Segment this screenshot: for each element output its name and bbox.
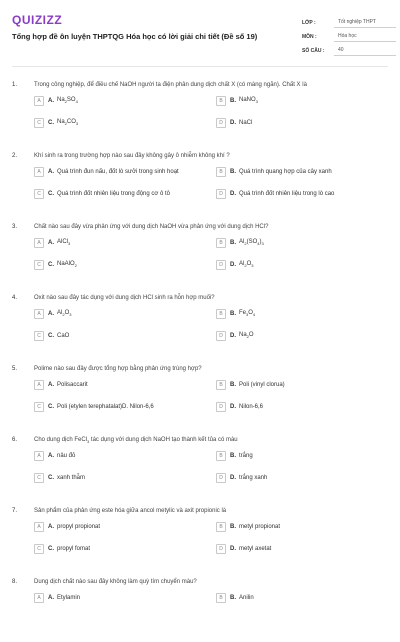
- meta-row-subject: [302, 30, 396, 44]
- option-letter: A.: [48, 240, 54, 246]
- header-divider: [12, 66, 388, 67]
- option-text: $Al_2(SO_4)_3$: [239, 239, 264, 247]
- answer-option-a[interactable]: [34, 309, 209, 319]
- option-checkbox[interactable]: A: [34, 451, 44, 461]
- answer-option-c[interactable]: [34, 189, 209, 199]
- option-checkbox[interactable]: A: [34, 309, 44, 319]
- option-checkbox[interactable]: B: [216, 522, 226, 532]
- option-text: Quá trình đốt nhiên liệu trong lò cao: [239, 191, 335, 197]
- option-letter: B.: [230, 524, 236, 530]
- option-letter: D.: [230, 404, 236, 410]
- answer-option-d[interactable]: [216, 118, 391, 128]
- option-letter: A.: [48, 453, 54, 459]
- option-letter: D.: [230, 191, 236, 197]
- option-letter: C.: [48, 120, 54, 126]
- option-text: Polisaccarit: [57, 382, 88, 388]
- question-5: [0, 358, 400, 429]
- option-text: Anilin: [239, 595, 254, 601]
- question-text: Polime nào sau đây được tổng hợp bằng phản ứng trùng hợp?: [34, 366, 202, 372]
- option-checkbox[interactable]: C: [34, 331, 44, 341]
- question-number: 2.: [12, 153, 18, 159]
- option-letter: B.: [230, 382, 236, 388]
- option-letter: B.: [230, 240, 236, 246]
- answer-option-a[interactable]: [34, 167, 209, 177]
- question-number: 7.: [12, 508, 18, 514]
- option-text: trắng: [239, 453, 253, 459]
- option-text: NaCl: [239, 120, 253, 126]
- question-text: Cho dung dịch FeCl$_3$ tác dụng với dung dịch NaOH tạo thành kết tủa có màu: [34, 437, 238, 445]
- answer-option-b[interactable]: [216, 522, 391, 532]
- answer-option-d[interactable]: [216, 260, 391, 270]
- option-letter: D.: [230, 475, 236, 481]
- option-text: Quá trình đốt nhiên liệu trong động cơ ô tô: [57, 191, 171, 197]
- option-text: Quá trình quang hợp của cây xanh: [239, 169, 332, 175]
- answer-option-a[interactable]: [34, 238, 209, 248]
- option-letter: C.: [48, 333, 54, 339]
- question-number: 5.: [12, 366, 18, 372]
- meta-value: Hóa học: [334, 33, 396, 42]
- option-text: Etylamin: [57, 595, 81, 601]
- option-checkbox[interactable]: B: [216, 96, 226, 106]
- option-text: CaO: [57, 333, 70, 339]
- option-checkbox[interactable]: B: [216, 451, 226, 461]
- answer-option-c[interactable]: [34, 331, 209, 341]
- option-checkbox[interactable]: A: [34, 593, 44, 603]
- answer-option-c[interactable]: [34, 544, 209, 554]
- question-text: Trong công nghiệp, để điều chế NaOH người ta điện phân dung dịch chất X (có màng ngăn). Chất X là: [34, 82, 307, 88]
- option-letter: D.: [230, 262, 236, 268]
- option-text: $Al_2O_3$: [57, 310, 72, 318]
- answer-option-b[interactable]: [216, 238, 391, 248]
- option-checkbox[interactable]: B: [216, 593, 226, 603]
- question-list: [0, 74, 400, 642]
- option-text: propyl propionat: [57, 524, 101, 530]
- answer-option-a[interactable]: [34, 380, 209, 390]
- option-letter: D.: [230, 546, 236, 552]
- option-checkbox[interactable]: A: [34, 167, 44, 177]
- option-text: $Na_2SO_4$: [57, 97, 78, 105]
- answer-option-a[interactable]: [34, 522, 209, 532]
- answer-option-b[interactable]: [216, 167, 391, 177]
- question-number: 6.: [12, 437, 18, 443]
- option-letter: D.: [230, 333, 236, 339]
- option-letter: B.: [230, 453, 236, 459]
- question-2: [0, 145, 400, 216]
- option-text: $Al_2O_3$: [239, 261, 254, 269]
- option-checkbox[interactable]: D: [216, 189, 226, 199]
- answer-option-d[interactable]: [216, 331, 391, 341]
- answer-option-d[interactable]: [216, 473, 391, 483]
- option-checkbox[interactable]: A: [34, 96, 44, 106]
- option-checkbox[interactable]: D: [216, 118, 226, 128]
- answer-option-b[interactable]: [216, 451, 391, 461]
- question-1: [0, 74, 400, 145]
- question-text: Oxit nào sau đây tác dụng với dung dịch HCl sinh ra hỗn hợp muối?: [34, 295, 215, 301]
- question-number: 1.: [12, 82, 18, 88]
- option-letter: A.: [48, 98, 54, 104]
- option-text: NaAlO$_2$: [57, 261, 77, 269]
- option-letter: A.: [48, 595, 54, 601]
- quizizz-logo: QUIZIZZ: [12, 13, 63, 27]
- option-letter: C.: [48, 262, 54, 268]
- question-6: [0, 429, 400, 500]
- question-3: [0, 216, 400, 287]
- option-text: $Na_2CO_3$: [57, 119, 79, 127]
- option-letter: C.: [48, 475, 54, 481]
- question-7: [0, 500, 400, 571]
- worksheet-title: Tổng hợp đề ôn luyện THPTQG Hóa học có lời giải chi tiết (Đề số 19): [12, 32, 258, 41]
- option-text: metyl propionat: [239, 524, 281, 530]
- meta-row-count: [302, 44, 396, 58]
- option-letter: B.: [230, 595, 236, 601]
- option-text: Nilon-6,6: [239, 404, 264, 410]
- option-checkbox[interactable]: D: [216, 473, 226, 483]
- option-letter: B.: [230, 311, 236, 317]
- question-text: Chất nào sau đây vừa phản ứng với dung dịch NaOH vừa phản ứng với dung dịch HCl?: [34, 224, 269, 230]
- option-letter: C.: [48, 404, 54, 410]
- answer-option-b[interactable]: [216, 593, 391, 603]
- option-letter: A.: [48, 382, 54, 388]
- meta-row-class: [302, 16, 396, 30]
- answer-option-c[interactable]: [34, 402, 209, 412]
- option-text: Poli (vinyl clorua): [239, 382, 285, 388]
- question-text: Sản phẩm của phản ứng este hóa giữa ancol metylic và axit propionic là: [34, 508, 227, 514]
- option-checkbox[interactable]: B: [216, 380, 226, 390]
- option-letter: B.: [230, 98, 236, 104]
- option-text: metyl axetat: [239, 546, 272, 552]
- option-checkbox[interactable]: C: [34, 189, 44, 199]
- option-checkbox[interactable]: C: [34, 118, 44, 128]
- option-text: AlCl$_3$: [57, 239, 71, 247]
- meta-key: MÔN :: [302, 34, 317, 40]
- option-checkbox[interactable]: A: [34, 522, 44, 532]
- question-number: 8.: [12, 579, 18, 585]
- option-checkbox[interactable]: B: [216, 238, 226, 248]
- question-text: Khí sinh ra trong trường hợp nào sau đây không gây ô nhiễm không khí ?: [34, 153, 230, 159]
- option-letter: C.: [48, 546, 54, 552]
- option-letter: A.: [48, 169, 54, 175]
- answer-option-d[interactable]: [216, 544, 391, 554]
- meta-value: Tốt nghiệp THPT: [334, 19, 396, 28]
- question-number: 3.: [12, 224, 18, 230]
- option-letter: A.: [48, 524, 54, 530]
- option-checkbox[interactable]: D: [216, 260, 226, 270]
- answer-option-b[interactable]: [216, 309, 391, 319]
- answer-option-d[interactable]: [216, 402, 391, 412]
- option-text: nâu đỏ: [57, 453, 76, 459]
- option-checkbox[interactable]: C: [34, 402, 44, 412]
- option-text: Poli (etylen terephatalat)D. Nilon-6,6: [57, 404, 154, 410]
- option-text: trắng xanh: [239, 475, 268, 481]
- answer-option-b[interactable]: [216, 96, 391, 106]
- option-checkbox[interactable]: B: [216, 309, 226, 319]
- option-text: NaNO$_3$: [239, 97, 258, 105]
- option-text: $Na_2O$: [239, 332, 254, 340]
- option-checkbox[interactable]: D: [216, 331, 226, 341]
- option-text: xanh thẫm: [57, 475, 86, 481]
- meta-key: SỐ CÂU :: [302, 48, 325, 54]
- option-checkbox[interactable]: A: [34, 380, 44, 390]
- meta-value: 40: [334, 47, 396, 56]
- answer-option-a[interactable]: [34, 451, 209, 461]
- option-checkbox[interactable]: A: [34, 238, 44, 248]
- answer-option-a[interactable]: [34, 96, 209, 106]
- answer-option-c[interactable]: [34, 260, 209, 270]
- option-checkbox[interactable]: C: [34, 473, 44, 483]
- option-letter: C.: [48, 191, 54, 197]
- answer-option-a[interactable]: [34, 593, 209, 603]
- meta-key: LỚP :: [302, 20, 316, 26]
- option-text: $Fe_3O_4$: [239, 310, 256, 318]
- answer-option-c[interactable]: [34, 473, 209, 483]
- option-text: propyl fomat: [57, 546, 91, 552]
- option-checkbox[interactable]: C: [34, 260, 44, 270]
- answer-option-c[interactable]: [34, 118, 209, 128]
- answer-option-d[interactable]: [216, 189, 391, 199]
- answer-option-b[interactable]: [216, 380, 391, 390]
- option-letter: A.: [48, 311, 54, 317]
- question-4: [0, 287, 400, 358]
- worksheet-meta: [302, 16, 396, 58]
- question-number: 4.: [12, 295, 18, 301]
- question-8: [0, 571, 400, 642]
- worksheet-header: [0, 0, 400, 66]
- option-checkbox[interactable]: C: [34, 544, 44, 554]
- question-text: Dung dịch chất nào sau đây không làm quỳ tím chuyển màu?: [34, 579, 197, 585]
- option-checkbox[interactable]: B: [216, 167, 226, 177]
- option-letter: D.: [230, 120, 236, 126]
- option-checkbox[interactable]: D: [216, 402, 226, 412]
- option-text: Quá trình đun nấu, đốt lò sưởi trong sinh hoạt: [57, 169, 179, 175]
- option-checkbox[interactable]: D: [216, 544, 226, 554]
- option-letter: B.: [230, 169, 236, 175]
